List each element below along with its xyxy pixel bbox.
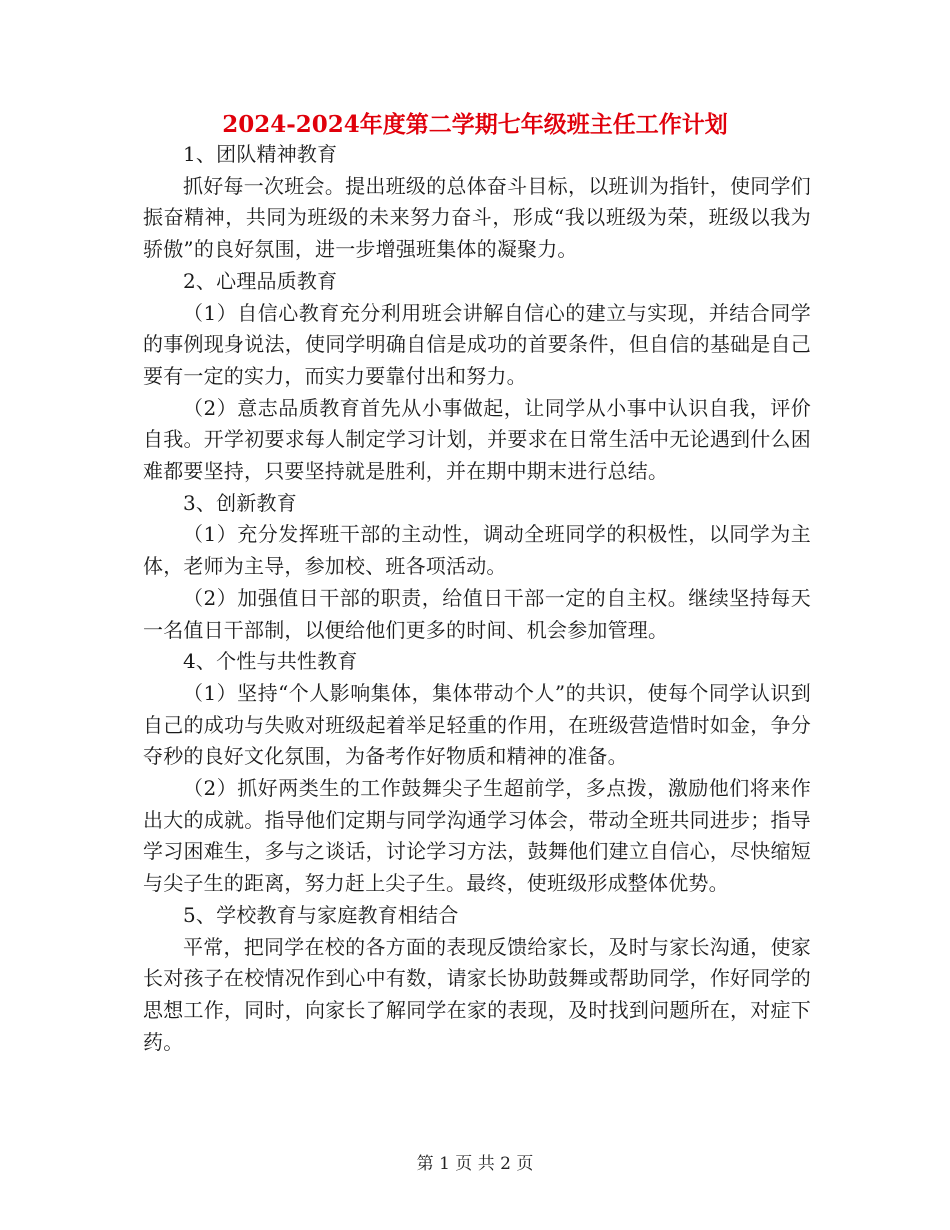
page-footer: 第 1 页 共 2 页 <box>416 1154 534 1174</box>
section-heading: 2、心理品质教育 <box>183 268 338 293</box>
section-heading: 5、学校教育与家庭教育相结合 <box>183 902 459 927</box>
body-paragraph: 平常，把同学在校的各方面的表现反馈给家长，及时与家长沟通，使家长对孩子在校情况作到心中有数，请家长协助鼓舞或帮助同学，作好同学的思想工作，同时，向家长了解同学在家的表现，及时找到问题所在，对症下药。 <box>143 934 811 1054</box>
body-paragraph: （1）充分发挥班干部的主动性，调动全班同学的积极性，以同学为主体，老师为主导，参加校、班各项活动。 <box>143 522 811 579</box>
section-heading: 4、个性与共性教育 <box>183 649 358 674</box>
section-heading: 1、团队精神教育 <box>183 142 338 166</box>
body-paragraph: 抓好每一次班会。提出班级的总体奋斗目标，以班训为指针，使同学们振奋精神，共同为班级的未来努力奋斗，形成“我以班级为荣，班级以我为骄傲”的良好氛围，进一步增强班集体的凝聚力。 <box>143 173 811 262</box>
section-heading: 3、创新教育 <box>183 490 297 515</box>
body-paragraph: （2）加强值日干部的职责，给值日干部一定的自主权。继续坚持每天一名值日干部制，以便给他们更多的时间、机会参加管理。 <box>143 585 811 642</box>
document-body <box>143 139 811 1058</box>
body-paragraph: （1）自信心教育充分利用班会讲解自信心的建立与实现，并结合同学的事例现身说法，使同学明确自信是成功的首要条件，但自信的基础是自己要有一定的实力，而实力要靠付出和努力。 <box>143 300 811 388</box>
document-title: 2024-2024年度第二学期七年级班主任工作计划 <box>222 111 728 138</box>
body-paragraph: （2）抓好两类生的工作鼓舞尖子生超前学，多点拨，激励他们将来作出大的成就。指导他们定期与同学沟通学习体会，带动全班共同进步；指导学习困难生，多与之谈话，讨论学习方法，鼓舞他们建立自信心，尽快缩短与尖子生的距离，努力赶上尖子生。最终，使班级形成整体优势。 <box>143 776 811 896</box>
body-paragraph: （1）坚持“个人影响集体，集体带动个人”的共识，使每个同学认识到自己的成功与失败对班级起着举足轻重的作用，在班级营造惜时如金，争分夺秒的良好文化氛围，为备考作好物质和精神的准备。 <box>143 680 811 769</box>
body-paragraph: （2）意志品质教育首先从小事做起，让同学从小事中认识自我，评价自我。开学初要求每人制定学习计划，并要求在日常生活中无论遇到什么困难都要坚持，只要坚持就是胜利，并在期中期末进行总结。 <box>143 395 811 484</box>
